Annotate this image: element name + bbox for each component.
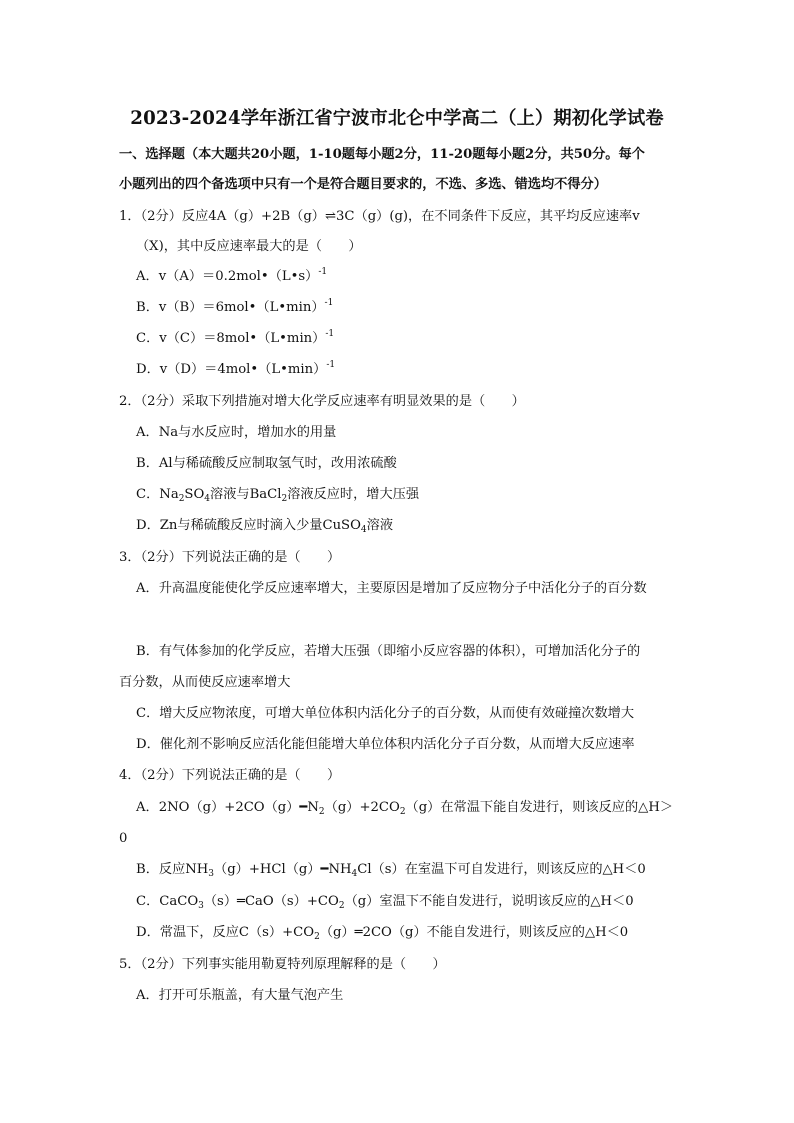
q3-option-c: C．增大反应物浓度，可增大单位体积内活化分子的百分数，从而使有效碰撞次数增大 [136,706,635,721]
q2-option-a: A．Na与水反应时，增加水的用量 [136,425,337,440]
q1-option-a [136,268,327,286]
q4-option-b-sub: 4 [351,869,358,879]
q2-option-d [136,517,393,535]
q3-option-b-line1: B．有气体参加的化学反应，若增大压强（即缩小反应容器的体积），可增加活化分子的 [136,644,641,659]
q4-option-d-sub: 2 [314,932,320,942]
q1-option-a-exp: -1 [318,267,328,277]
q4-option-d-part: （g）═2CO（g）不能自发进行，则该反应的△H＜0 [319,925,629,940]
q4-option-b-part: Cl（s）在室温下可自发进行，则该反应的△H＜0 [357,862,646,877]
q1-option-d-text: D．v（D）＝4mol•（L•min） [136,362,327,377]
q3-option-d: D．催化剂不影响反应活化能但能增大单位体积内活化分子百分数，从而增大反应速率 [136,737,635,752]
q2-option-c-sub: 2 [281,494,288,504]
q4-option-b [136,861,646,879]
q4-option-a-cont: 0 [119,831,128,846]
q4-option-c-sub: 2 [338,901,345,911]
q1-option-a-text: A．v（A）＝0.2mol•（L•s） [136,269,319,284]
section-header-line2: 小题列出的四个备选项中只有一个是符合题目要求的，不选、多选、错选均不得分） [119,177,607,192]
q4-option-b-sub: 3 [208,869,215,879]
q1-option-c [136,330,334,348]
q4-stem: 4．（2分）下列说法正确的是（ ） [119,768,341,783]
q4-option-a-sub: 2 [318,807,325,817]
q2-option-d-part: D．Zn与稀硫酸反应时滴入少量CuSO [136,518,361,533]
q4-option-c [136,893,634,911]
q2-option-d-sub: 4 [360,525,367,535]
q2-option-d-part: 溶液 [366,518,394,533]
q5-stem: 5．（2分）下列事实能用勒夏特列原理解释的是（ ） [119,957,446,972]
q3-option-a: A．升高温度能使化学反应速率增大，主要原因是增加了反应物分子中活化分子的百分数 [136,581,647,596]
q1-stem-line1: 1．（2分）反应4A（g）+2B（g）⇌3C（g）(g)，在不同条件下反应，其平均反应速率v [119,209,640,224]
q2-option-c-sub: 4 [204,494,211,504]
q2-option-c-sub: 2 [178,494,185,504]
q4-option-d-part: D．常温下，反应C（s）+CO [136,925,315,940]
q4-option-b-part: B．反应NH [136,862,209,877]
q2-option-c-part: SO [184,487,205,502]
q5-option-a: A．打开可乐瓶盖，有大量气泡产生 [136,988,344,1003]
q4-option-a-part: （g）在常温下能自发进行，则该反应的△H＞ [405,800,674,815]
q1-option-d [136,361,335,379]
q2-option-c-part: 溶液与BaCl [210,487,282,502]
q4-option-c-part: C．CaCO [136,894,199,909]
q1-option-b-exp: -1 [324,298,334,308]
q1-option-b-text: B．v（B）＝6mol•（L•min） [136,300,325,315]
q2-option-c-part: C．Na [136,487,179,502]
q4-option-d [136,924,628,942]
q3-stem: 3．（2分）下列说法正确的是（ ） [119,550,341,565]
q4-option-c-part: （s）═CaO（s）+CO [203,894,339,909]
q1-option-d-exp: -1 [326,360,336,370]
q1-stem-line2: （X)，其中反应速率最大的是（ ） [136,239,362,254]
page-title: 2023-2024学年浙江省宁波市北仑中学高二（上）期初化学试卷 [130,108,664,129]
q4-option-a-part: A．2NO（g）+2CO（g）━N [136,800,319,815]
q2-stem: 2．（2分）采取下列措施对增大化学反应速率有明显效果的是（ ） [119,394,525,409]
q4-option-c-part: （g）室温下不能自发进行，说明该反应的△H＜0 [344,894,634,909]
q4-option-a-part: （g）+2CO [324,800,400,815]
q4-option-a [136,799,673,817]
q2-option-c-part: 溶液反应时，增大压强 [287,487,420,502]
q4-option-a-sub: 2 [399,807,406,817]
q2-option-c [136,486,419,504]
q2-option-b: B．Al与稀硫酸反应制取氢气时，改用浓硫酸 [136,456,397,471]
q4-option-b-part: （g）+HCl（g）━NH [214,862,352,877]
section-header-line1: 一、选择题（本大题共20小题，1-10题每小题2分，11-20题每小题2分，共50分。每个 [119,147,645,162]
q1-option-b [136,299,333,317]
q1-option-c-exp: -1 [325,329,335,339]
q1-option-c-text: C．v（C）＝8mol•（L•min） [136,331,326,346]
q4-option-c-sub: 3 [198,901,204,911]
q3-option-b-line2: 百分数，从而使反应速率增大 [119,675,291,690]
